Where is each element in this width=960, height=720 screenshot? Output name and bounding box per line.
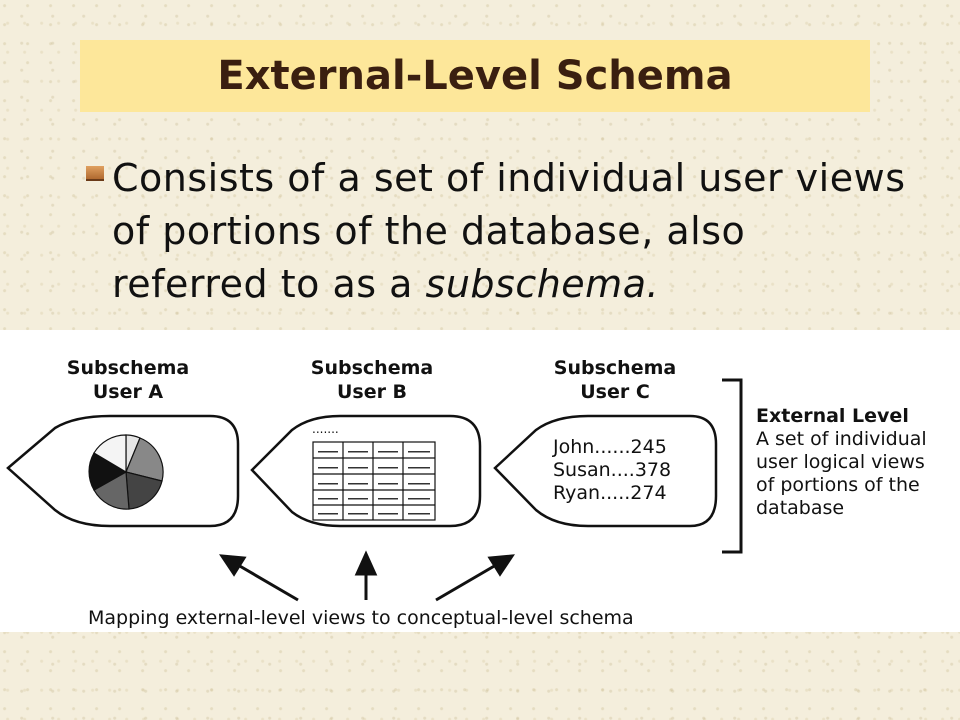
- external-level-heading: External Level: [756, 405, 909, 427]
- schema-figure: [0, 330, 960, 632]
- subschema-b-line2: User B: [336, 381, 408, 403]
- user-c-row-2: Susan....378: [553, 459, 672, 481]
- external-level-desc-line-4: database: [756, 497, 845, 519]
- arrow-head-user-b: [357, 554, 375, 574]
- arrow-head-user-c: [490, 556, 512, 574]
- subschema-a-line2: User A: [92, 381, 164, 403]
- subschema-b-label: [302, 356, 442, 404]
- subschema-c-line1: Subschema: [553, 357, 677, 379]
- bullet-text-main: Consists of a set of individual user views of portions of the database, also referred to as a: [112, 156, 906, 306]
- slide-title: External-Level Schema: [217, 53, 733, 99]
- external-level-desc-line-3: of portions of the: [756, 474, 920, 496]
- user-b-view-shape: [252, 416, 480, 526]
- user-c-row-3: Ryan.....274: [553, 482, 667, 504]
- subschema-b-line1: Subschema: [310, 357, 434, 379]
- subschema-c-line2: User C: [580, 381, 650, 403]
- arrow-to-user-a: [238, 565, 298, 600]
- mapping-arrows: [222, 554, 512, 600]
- mapping-caption: Mapping external-level views to conceptual-level schema: [88, 607, 634, 629]
- bullet-icon: [86, 166, 104, 181]
- subschema-c-label: [545, 356, 685, 404]
- external-level-description: [756, 428, 956, 520]
- external-level-desc-line-2: user logical views: [756, 451, 925, 473]
- external-level-bracket: [722, 380, 741, 552]
- arrow-to-user-c: [436, 565, 496, 600]
- grid-header-dots: .......: [312, 422, 339, 436]
- pie-chart-icon: [89, 435, 163, 509]
- bullet-text-emphasis: subschema.: [425, 262, 660, 306]
- arrow-head-user-a: [222, 556, 244, 574]
- bullet-text: [112, 152, 912, 311]
- user-c-row-1: John......245: [553, 436, 667, 458]
- external-level-desc-line-1: A set of individual: [756, 428, 927, 450]
- subschema-a-line1: Subschema: [66, 357, 190, 379]
- subschema-a-label: [58, 356, 198, 404]
